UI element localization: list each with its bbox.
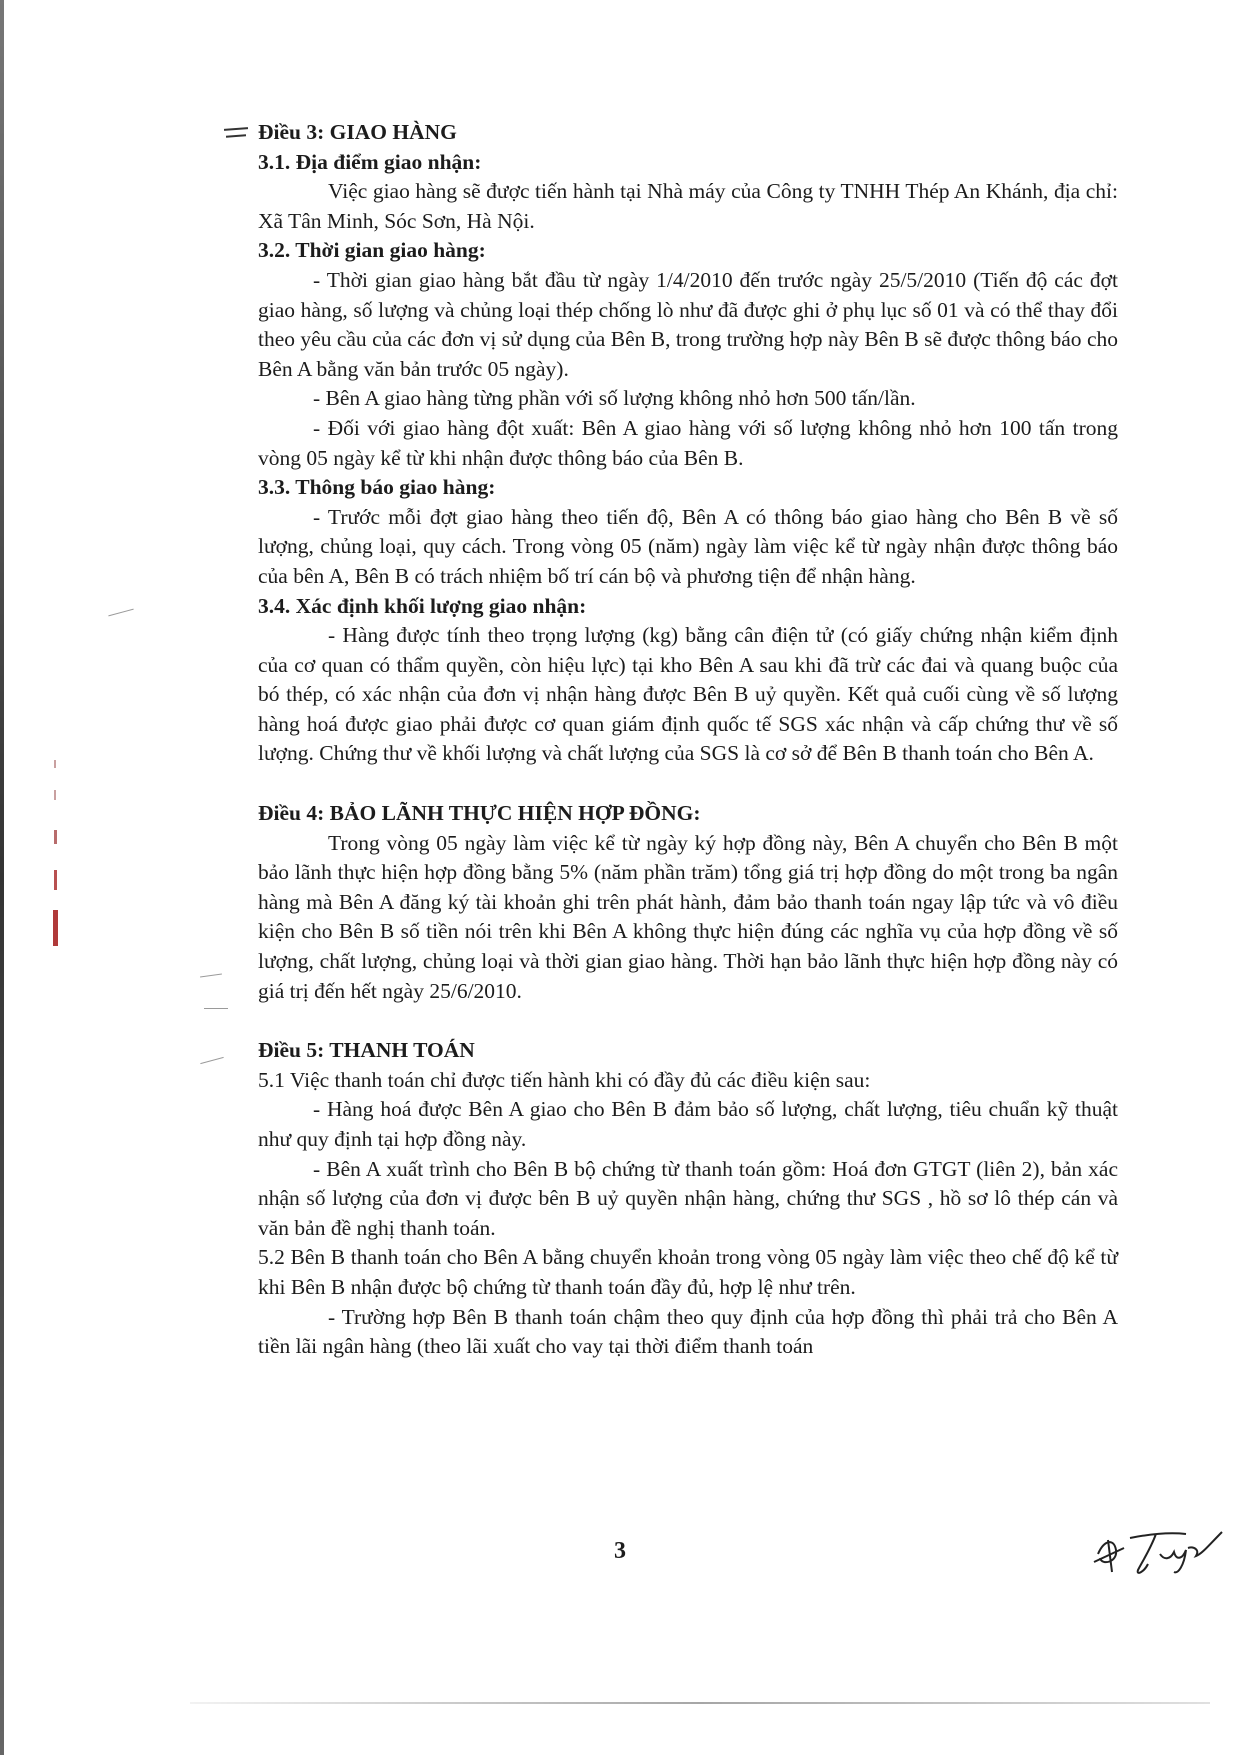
article-3-title: Điều 3: GIAO HÀNG: [258, 120, 457, 144]
handwritten-signature: [1090, 1510, 1230, 1580]
scan-mark: [204, 1008, 228, 1009]
page-number: 3: [614, 1538, 626, 1564]
stamp-bleed-mark: [52, 760, 58, 950]
section-3-4-paragraph: - Hàng được tính theo trọng lượng (kg) bằng cân điện tử (có giấy chứng nhận kiểm định của cơ quan có thẩm quyền, còn hiệu lực) tại kho Bên A sau khi đã trừ các đai và quang buộc của bó thép, có xác nhận của đơn vị nhận hàng được Bên B uỷ quyền. Kết quả cuối cùng về số lượng hàng hoá được giao phải được cơ quan giám định quốc tế SGS xác nhận và cấp chứng thư về số lượng. Chứng thư về khối lượng và chất lượng của SGS là cơ sở để Bên B thanh toán cho Bên A.: [258, 623, 1118, 766]
section-5-2-paragraph: - Trường hợp Bên B thanh toán chậm theo quy định của hợp đồng thì phải trả cho Bên A tiền lãi ngân hàng (theo lãi xuất cho vay tại thời điểm thanh toán: [258, 1304, 1118, 1359]
article-4-title: Điều 4: BẢO LÃNH THỰC HIỆN HỢP ĐỒNG:: [258, 801, 701, 826]
section-3-2-title: 3.2. Thời gian giao hàng:: [258, 238, 486, 263]
section-3-2-paragraph: - Thời gian giao hàng bắt đầu từ ngày 1/4/2010 đến trước ngày 25/5/2010 (Tiến độ các đợt giao hàng, số lượng và chủng loại thép chống lò như đã được ghi ở phụ lục số 01 và có thể thay đổi theo yêu cầu của các đơn vị sử dụng của Bên B, trong trường hợp này Bên B sẽ được thông báo cho Bên A bằng văn bản trước 05 ngày).: [258, 267, 1118, 381]
section-3-3-paragraph: - Trước mỗi đợt giao hàng theo tiến độ, Bên A có thông báo giao hàng cho Bên B về số lượng, chủng loại, quy cách. Trong vòng 05 (năm) ngày làm việc kể từ ngày nhận được thông báo của bên A, Bên B có trách nhiệm bố trí cán bộ và phương tiện để nhận hàng.: [258, 504, 1118, 588]
pen-mark: [224, 127, 248, 131]
section-3-4-title: 3.4. Xác định khối lượng giao nhận:: [258, 593, 587, 618]
scan-mark: [200, 973, 222, 977]
section-5-1-paragraph: - Hàng hoá được Bên A giao cho Bên B đảm bảo số lượng, chất lượng, tiêu chuẩn kỹ thuật như quy định tại hợp đồng này.: [258, 1097, 1118, 1151]
scan-left-edge: [0, 0, 4, 1755]
section-3-3-title: 3.3. Thông báo giao hàng:: [258, 475, 496, 500]
pen-mark: [226, 134, 246, 137]
contract-text: [258, 118, 1118, 1362]
section-3-1-title: 3.1. Địa điểm giao nhận:: [258, 149, 482, 174]
section-5-1-heading: 5.1 Việc thanh toán chỉ được tiến hành khi có đầy đủ các điều kiện sau:: [258, 1067, 871, 1092]
section-3-2-paragraph: - Đối với giao hàng đột xuất: Bên A giao hàng với số lượng không nhỏ hơn 100 tấn trong vòng 05 ngày kể từ khi nhận được thông báo của Bên B.: [258, 415, 1118, 470]
article-4-paragraph: Trong vòng 05 ngày làm việc kể từ ngày ký hợp đồng này, Bên A chuyển cho Bên B một bảo lãnh thực hiện hợp đồng bằng 5% (năm phần trăm) tổng giá trị hợp đồng do một trong ba ngân hàng mà Bên A đăng ký tài khoản ghi trên phát hành, đảm bảo thanh toán ngay lập tức và vô điều kiện cho Bên B số tiền nói trên khi Bên A không thực hiện đúng các nghĩa vụ của hợp đồng về số lượng, chất lượng, chủng loại và thời gian giao hàng. Thời hạn bảo lãnh thực hiện hợp đồng này có giá trị đến hết ngày 25/6/2010.: [258, 830, 1118, 1003]
section-5-2-paragraph: 5.2 Bên B thanh toán cho Bên A bằng chuyển khoản trong vòng 05 ngày làm việc theo chế độ kể từ khi Bên B nhận được bộ chứng từ thanh toán đầy đủ, hợp lệ như trên.: [258, 1245, 1118, 1299]
section-3-1-text: Việc giao hàng sẽ được tiến hành tại Nhà máy của Công ty TNHH Thép An Khánh, địa chỉ: Xã Tân Minh, Sóc Sơn, Hà Nội.: [258, 179, 1118, 233]
scan-mark: [200, 1057, 223, 1064]
scan-mark: [108, 609, 133, 617]
section-3-2-paragraph: - Bên A giao hàng từng phần với số lượng không nhỏ hơn 500 tấn/lần.: [313, 386, 916, 411]
article-5-title: Điều 5: THANH TOÁN: [258, 1038, 475, 1063]
scan-bottom-edge: [190, 1702, 1210, 1704]
section-5-1-paragraph: - Bên A xuất trình cho Bên B bộ chứng từ thanh toán gồm: Hoá đơn GTGT (liên 2), bản xác nhận số lượng của đơn vị được bên B uỷ quyền nhận hàng, chứng thư SGS , hồ sơ lô thép cán và văn bản đề nghị thanh toán.: [258, 1156, 1118, 1240]
